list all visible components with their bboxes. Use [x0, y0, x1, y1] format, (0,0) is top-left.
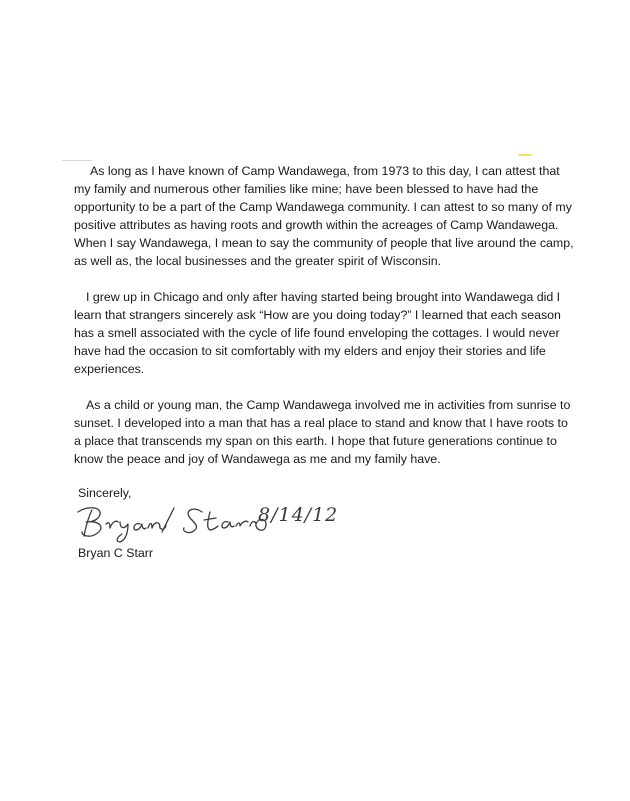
paragraph-1: As long as I have known of Camp Wandawega, from 1973 to this day, I can attest that my family and numerous other families like mine; have been blessed to have had the opportunity to be a part of the Camp Wandawega community. I can attest to so many of my positive attributes as having roots and growth within the acreages of Camp Wandawega. When I say Wandawega, I mean to say the community of people that live around the camp, as well as, the local businesses and the greater spirit of Wisconsin. [74, 164, 574, 268]
paragraph-2: I grew up in Chicago and only after having started being brought into Wandawega did I learn that strangers sincerely ask “How are you doing today?” I learned that each season has a smell associated with the cycle of life found enveloping the cottages. I would never have had the occasion to sit comfortably with my elders and enjoy their stories and life experiences. [74, 290, 561, 376]
highlighter-mark [518, 154, 532, 156]
signature-date: 8/14/12 [258, 504, 339, 526]
signer-name: Bryan C Starr [78, 546, 154, 560]
scan-artifact-line [62, 160, 92, 161]
paragraph-3: As a child or young man, the Camp Wandawega involved me in activities from sunrise to sunset. I developed into a man that has a real place to stand and know that I have roots to a place that transcends my span on this earth. I hope that future generations continue to know the peace and joy of Wandawega as me and my family have. [74, 398, 571, 466]
closing-salutation: Sincerely, [78, 486, 132, 500]
letter-body [74, 162, 574, 486]
